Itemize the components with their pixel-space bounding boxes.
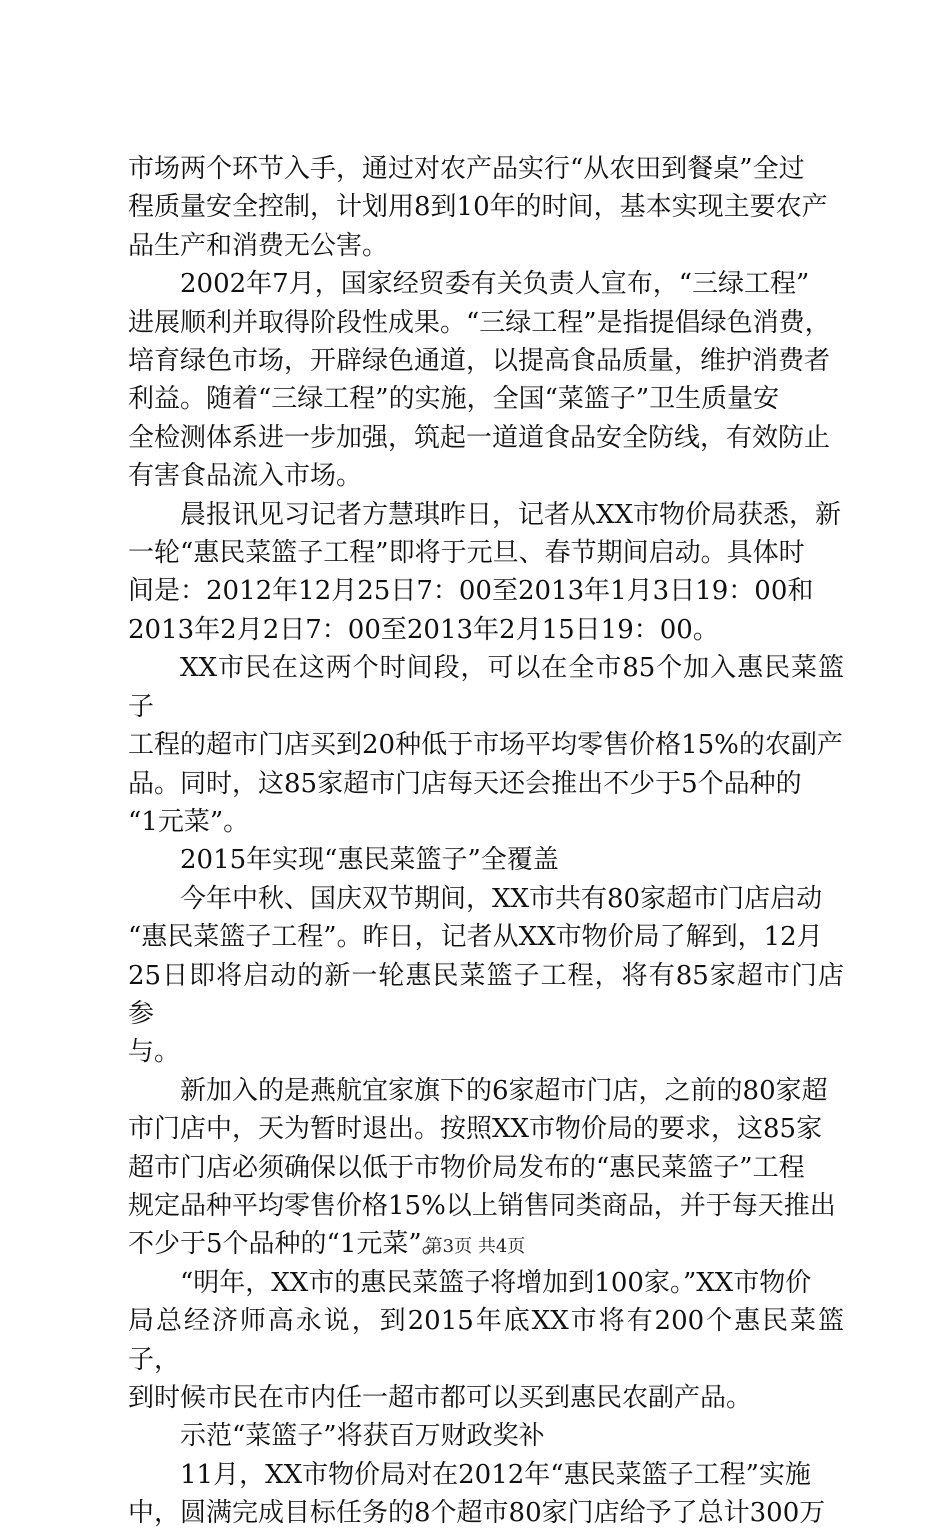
paragraph: 市场两个环节入手，通过对农产品实行“从农田到餐桌”全过 程质量安全控制，计划用8到10年的时间，基本实现主要农产 品生产和消费无公害。 [128, 154, 828, 261]
paragraph: 11月，XX市物价局对在2012年“惠民菜篮子工程”实施 中，圆满完成目标任务的8个超市80家门店给予了总计300万 [128, 1459, 826, 1529]
section-heading: 2015年实现“惠民菜篮子”全覆盖 [180, 845, 559, 876]
paragraph: 2002年7月，国家经贸委有关负责人宣布，“三绿工程” 进展顺利并取得阶段性成果。“三绿工程”是指提倡绿色消费， 培育绿色市场，开辟绿色通道，以提高食品质量，维护消费者 利益。随着“三绿工程”的实施，全国“菜篮子”卫生质量安 全检测体系进一步加强，筑起一道道食品安全防线，有效防止 有害食品流入市场。 [128, 269, 831, 492]
section-heading: 示范“菜篮子”将获百万财政奖补 [180, 1421, 545, 1452]
paragraph: 新加入的是燕航宜家旗下的6家超市门店，之前的80家超 市门店中，天为暂时退出。按照XX市物价局的要求，这85家 超市门店必须确保以低于市物价局发布的“惠民菜篮子”工程 规定品种平均零售价格15%以上销售同类商品，并于每天推出 不少于5个品种的“1元菜”。 [128, 1075, 836, 1260]
page-footer: 第3页 共4页 [424, 1236, 526, 1257]
paragraph: 晨报讯见习记者方慧琪昨日，记者从XX市物价局获悉，新 一轮“惠民菜篮子工程”即将于元旦、春节期间启动。具体时 间是：2012年12月25日7：00至2013年1月3日19：00和 2013年2月2日7：00至2013年2月15日19：00。 [128, 499, 842, 645]
paragraph: “明年，XX市的惠民菜篮子将增加到100家。”XX市物价 局总经济师高永说，到2015年底XX市将有200个惠民菜篮子， 到时候市民在市内任一超市都可以买到惠民农副产品。 [128, 1267, 844, 1413]
document-body [128, 150, 844, 1533]
paragraph: 今年中秋、国庆双节期间，XX市共有80家超市门店启动 “惠民菜篮子工程”。昨日，记者从XX市物价局了解到，12月 25日即将启动的新一轮惠民菜篮子工程，将有85家超市门店参 与。 [128, 883, 844, 1068]
paragraph: XX市民在这两个时间段，可以在全市85个加入惠民菜篮子 工程的超市门店买到20种低于市场平均零售价格15%的农副产 品。同时，这85家超市门店每天还会推出不少于5个品种的 “1元菜”。 [128, 653, 844, 837]
